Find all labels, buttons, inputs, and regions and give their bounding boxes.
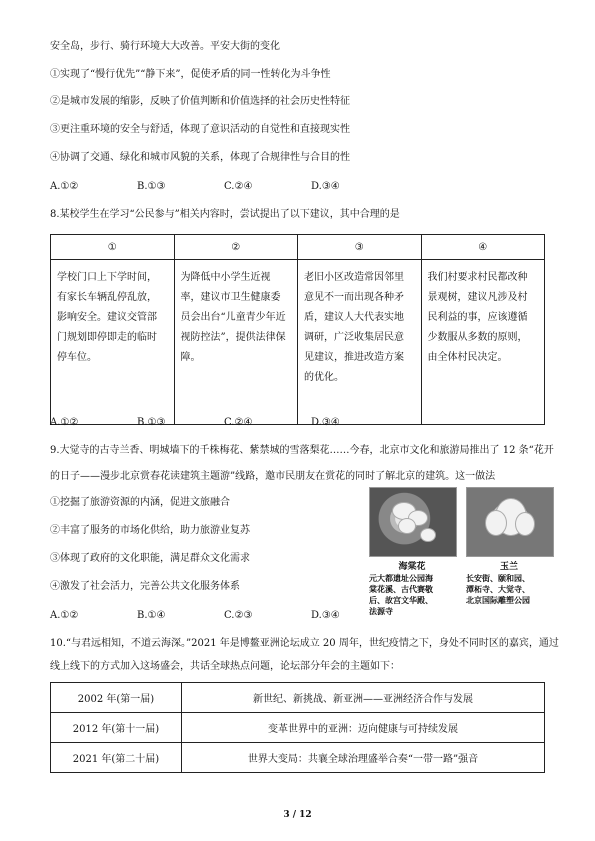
q8-cell-1 [51, 260, 175, 425]
intro-line: 安全岛，步行、骑行环境大大改善。平安大街的变化 [50, 41, 280, 52]
table-row [51, 713, 545, 743]
q10-year: 2021 年(第二十届) [51, 743, 182, 773]
answer-c: C.②④ [224, 181, 253, 192]
q8-cell-1-line: 门规划即停即走的临时 [57, 332, 157, 343]
q8-cell-2-line: 视防控法”，提供法律保 [180, 332, 286, 343]
figure-caption-line: 棠花溪、古代赛敬 [369, 584, 433, 594]
answer-a: A.①② [50, 181, 79, 192]
intro-answers [50, 180, 398, 194]
q8-header-1: ① [51, 235, 175, 260]
intro-option-1: ①实现了“慢行优先”“静下来”，促使矛盾的同一性转化为斗争性 [50, 69, 331, 80]
q9-option-4: ④激发了社会活力，完善公共文化服务体系 [50, 581, 240, 592]
answer-a: A.①② [50, 610, 79, 621]
page-number: 3 / 12 [283, 810, 312, 820]
answer-d: D.③④ [311, 417, 340, 428]
figure-crabapple [369, 487, 455, 617]
answer-d: D.③④ [311, 181, 340, 192]
q8-cell-1-line: 停车位。 [57, 352, 97, 363]
figure-magnolia [466, 487, 552, 606]
figure-caption-line: 北京国际雕塑公园 [466, 595, 530, 605]
answer-c: C.②④ [224, 417, 253, 428]
figure-caption-line: 长安街、颐和园、 [466, 573, 530, 583]
q9-option-1: ①挖掘了旅游资源的内涵，促进文旅融合 [50, 497, 230, 508]
q8-cell-3-line: 老旧小区改造常因邻里 [304, 272, 404, 283]
q8-content-row [51, 260, 545, 425]
q9-option-2: ②丰富了服务的市场化供给，助力旅游业复苏 [50, 525, 250, 536]
q10-theme: 变革世界中的亚洲：迈向健康与可持续发展 [182, 713, 545, 743]
q10-stem-line-1: 10.“与君远相知，不道云海深。”2021 年是博鳌亚洲论坛成立 20 周年，世纪疫情之下，身处不同时区的嘉宾，通过 [50, 638, 559, 649]
q8-cell-2-line: 率，建议市卫生健康委 [180, 292, 281, 303]
figure-title: 玉兰 [499, 562, 518, 572]
intro-option-3: ③更注重环境的安全与舒适，体现了意识活动的自觉性和直接现实性 [50, 124, 350, 135]
q8-cell-4-line: 民利益的事，应该遵循 [427, 312, 528, 323]
figure-caption-line: 元大都遗址公园海 [369, 573, 433, 583]
crabapple-photo [369, 487, 457, 557]
q10-theme: 世界大变局：共襄全球治理盛举合奏“一带一路”强音 [182, 743, 545, 773]
q8-cell-4-line: 由全体村民决定。 [427, 352, 508, 363]
q10-stem-line-2: 线上线下的方式加入这场盛会，共话全球热点问题，论坛部分年会的主题如下： [50, 661, 400, 672]
q8-stem: 8.某校学生在学习“公民参与”相关内容时，尝试提出了以下建议，其中合理的是 [50, 209, 400, 220]
q8-cell-4-line: 我们村要求村民都改种 [427, 272, 528, 283]
magnolia-photo [466, 487, 554, 557]
q8-cell-2 [174, 260, 298, 425]
figure-caption-line: 后、故宫文华殿、 [369, 595, 433, 605]
q10-year: 2002 年(第一届) [51, 683, 182, 713]
q10-table [50, 682, 545, 773]
table-row [51, 743, 545, 773]
figure-title: 海棠花 [398, 562, 426, 572]
q8-cell-2-line: 为降低中小学生近视 [180, 272, 271, 283]
q8-cell-3-line: 的优化。 [304, 372, 344, 383]
table-row [51, 683, 545, 713]
q8-header-2: ② [174, 235, 298, 260]
q8-cell-3-line: 意见不一而出现各种矛 [304, 292, 404, 303]
answer-a: A.①② [50, 417, 79, 428]
answer-d: D.③④ [311, 610, 340, 621]
q8-cell-4 [421, 260, 545, 425]
answer-b: B.①③ [137, 417, 166, 428]
q8-cell-3-line: 见建议，推进改造方案 [304, 352, 404, 363]
q8-cell-3-line: 盾，建议人大代表实地 [304, 312, 404, 323]
answer-b: B.①③ [137, 181, 166, 192]
answer-c: C.②③ [224, 610, 253, 621]
q8-cell-1-line: 学校门口上下学时间， [57, 272, 157, 283]
q8-header-4: ④ [421, 235, 545, 260]
q9-answers [50, 609, 398, 623]
q8-cell-1-line: 有家长车辆乱停乱放， [57, 292, 157, 303]
q8-header-row [51, 235, 545, 260]
q9-stem-line-1: 9.大觉寺的古寺兰香、明城墙下的千株梅花、紫禁城的雪落梨花……今春，北京市文化和旅游局推出了 12 条“花开 [50, 445, 554, 456]
q8-cell-3 [298, 260, 422, 425]
q8-cell-3-line: 调研，广泛收集居民意 [304, 332, 404, 343]
figure-caption-line: 潭柘寺、大觉寺、 [466, 584, 530, 594]
q8-cell-1-line: 影响安全。建议交管部 [57, 312, 157, 323]
intro-option-2: ②是城市发展的缩影，反映了价值判断和价值选择的社会历史性特征 [50, 96, 350, 107]
q8-cell-4-line: 少数服从多数的原则， [427, 332, 528, 343]
q8-table [50, 234, 545, 425]
intro-option-4: ④协调了交通、绿化和城市风貌的关系，体现了合规律性与合目的性 [50, 152, 350, 163]
q8-cell-2-line: 障。 [180, 352, 201, 363]
q10-year: 2012 年(第十一届) [51, 713, 182, 743]
q9-option-3: ③体现了政府的文化职能，满足群众文化需求 [50, 553, 250, 564]
answer-b: B.①④ [137, 610, 166, 621]
figure-caption-line: 法源寺 [369, 606, 393, 616]
q10-theme: 新世纪、新挑战、新亚洲——亚洲经济合作与发展 [182, 683, 545, 713]
q8-cell-2-line: 员会出台“儿童青少年近 [180, 312, 286, 323]
q9-stem-line-2: 的日子——漫步北京赏春花读建筑主题游”线路，邀市民朋友在赏花的同时了解北京的建筑。这一做法 [50, 471, 496, 482]
q8-answers [50, 416, 398, 430]
q8-cell-4-line: 景观树，建议凡涉及村 [427, 292, 528, 303]
q8-header-3: ③ [298, 235, 422, 260]
